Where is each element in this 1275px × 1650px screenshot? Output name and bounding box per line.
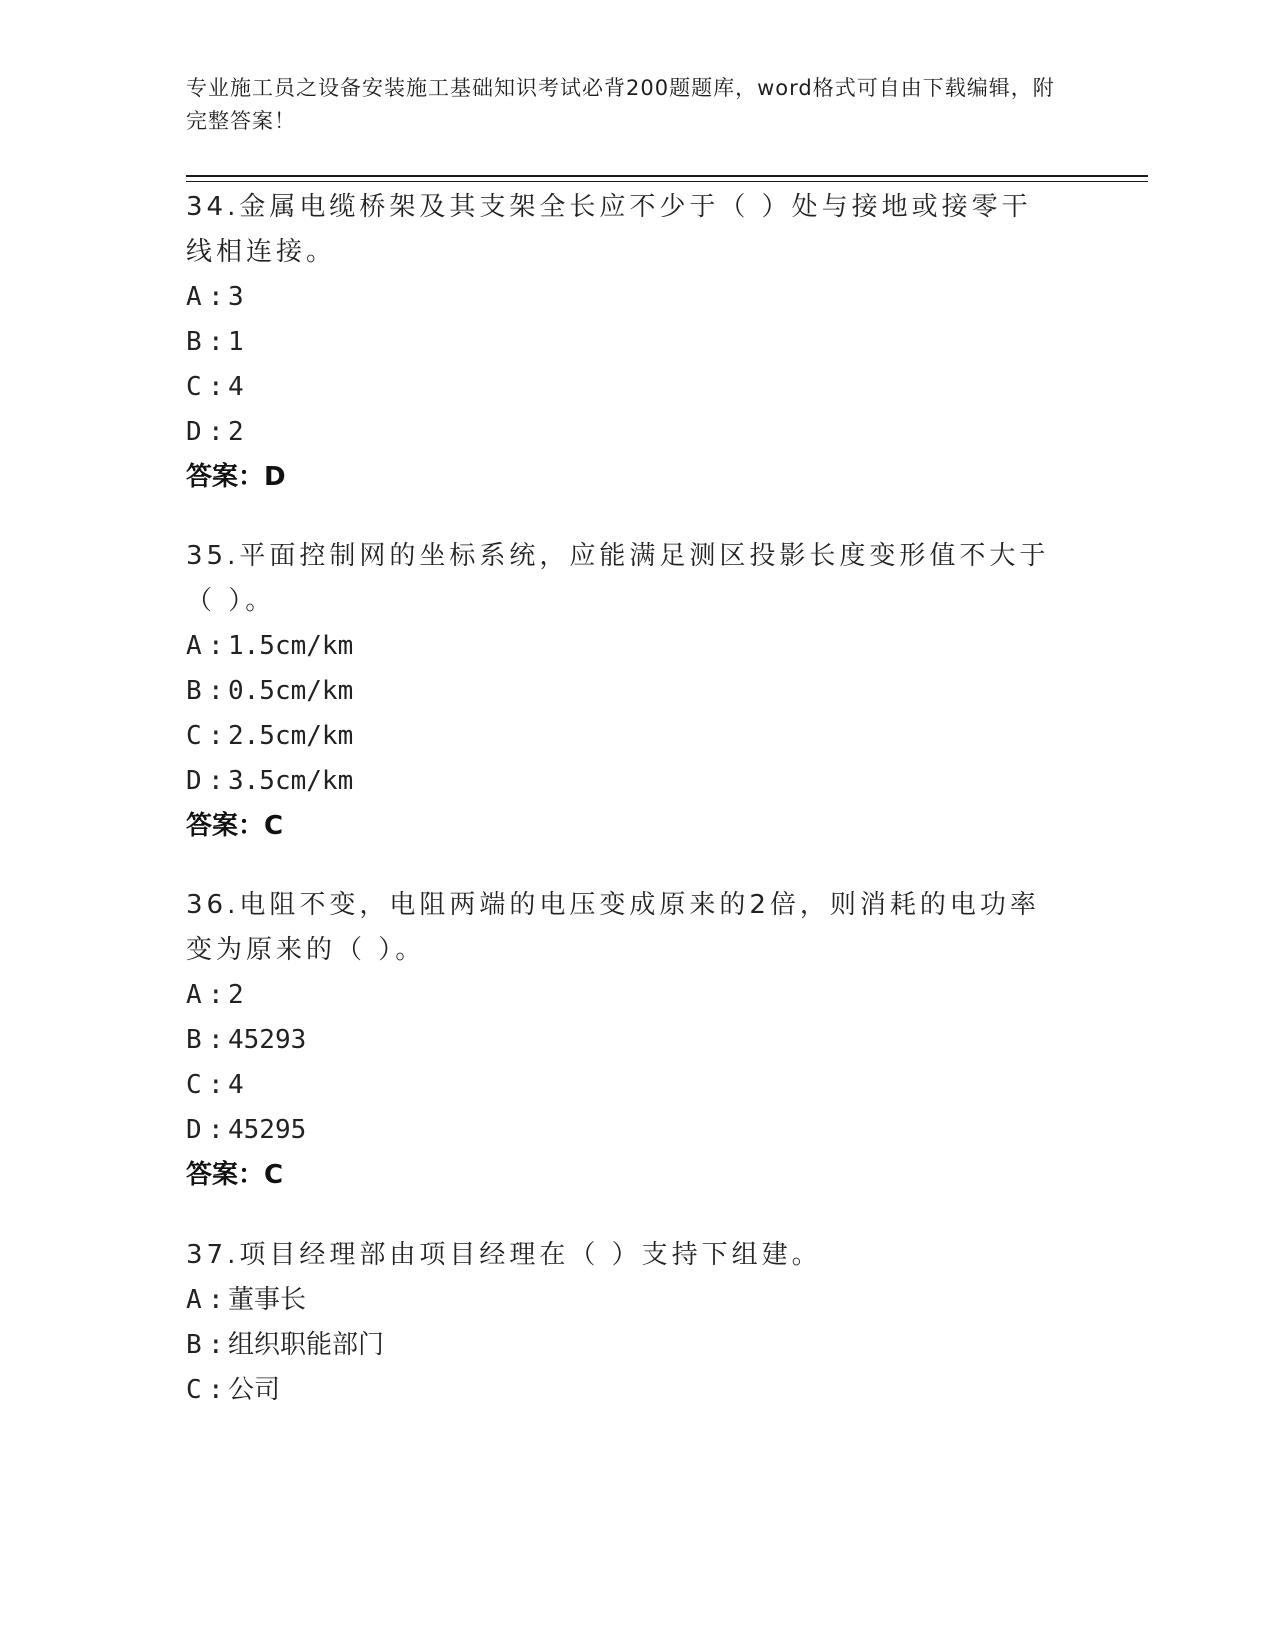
option-letter: B <box>186 676 202 706</box>
option-letter: C <box>186 1375 202 1405</box>
option-letter: B <box>186 1025 202 1055</box>
option-d: D : 3.5cm/km <box>186 759 1086 804</box>
option-c: C : 4 <box>186 365 1086 410</box>
option-b: B : 组织职能部门 <box>186 1323 1086 1368</box>
option-letter: D <box>186 1115 202 1145</box>
option-letter: A <box>186 282 202 312</box>
option-d: D : 2 <box>186 410 1086 455</box>
option-letter: B <box>186 327 202 357</box>
option-value: 0.5cm/km <box>228 676 354 706</box>
option-letter: A <box>186 631 202 661</box>
option-b: B : 0.5cm/km <box>186 669 1086 714</box>
option-c: C : 4 <box>186 1063 1086 1108</box>
option-letter: A <box>186 1285 202 1315</box>
option-value: 2 <box>228 417 244 447</box>
option-letter: A <box>186 980 202 1010</box>
option-value: 3 <box>228 282 244 312</box>
option-value: 2 <box>228 980 244 1010</box>
option-value: 4 <box>228 372 244 402</box>
option-value: 1.5cm/km <box>228 631 354 661</box>
answer-label: 答案：C <box>186 811 284 841</box>
header-divider-thin <box>186 181 1148 182</box>
option-a: A : 2 <box>186 973 1086 1018</box>
option-value: 45295 <box>228 1115 307 1145</box>
answer-label: 答案：C <box>186 1160 284 1190</box>
answer-label: 答案：D <box>186 462 286 492</box>
option-letter: D <box>186 417 202 447</box>
option-letter: C <box>186 721 202 751</box>
option-value: 3.5cm/km <box>228 766 354 796</box>
option-a: A : 3 <box>186 275 1086 320</box>
option-d: D : 45295 <box>186 1108 1086 1153</box>
option-b: B : 1 <box>186 320 1086 365</box>
question-text: 34.金属电缆桥架及其支架全长应不少于（ ）处与接地或接零干线相连接。 <box>186 192 1032 267</box>
option-c: C : 2.5cm/km <box>186 714 1086 759</box>
option-b: B : 45293 <box>186 1018 1086 1063</box>
question-text: 37.项目经理部由项目经理在（ ）支持下组建。 <box>186 1240 822 1270</box>
option-letter: C <box>186 372 202 402</box>
option-value: 2.5cm/km <box>228 721 354 751</box>
question-36 <box>186 883 1086 1198</box>
question-text: 36.电阻不变，电阻两端的电压变成原来的2倍，则消耗的电功率变为原来的（ ）。 <box>186 890 1040 965</box>
option-value: 组织职能部门 <box>228 1330 385 1360</box>
option-letter: C <box>186 1070 202 1100</box>
option-letter: D <box>186 766 202 796</box>
option-value: 45293 <box>228 1025 307 1055</box>
header-divider-thick <box>186 175 1148 177</box>
question-text: 35.平面控制网的坐标系统，应能满足测区投影长度变形值不大于（ ）。 <box>186 541 1050 616</box>
option-a: A : 1.5cm/km <box>186 624 1086 669</box>
question-34 <box>186 185 1086 500</box>
question-35 <box>186 534 1086 849</box>
question-37 <box>186 1233 1086 1413</box>
option-a: A : 董事长 <box>186 1278 1086 1323</box>
option-letter: B <box>186 1330 202 1360</box>
option-value: 4 <box>228 1070 244 1100</box>
option-value: 董事长 <box>228 1285 307 1315</box>
option-value: 公司 <box>228 1375 281 1405</box>
option-c: C : 公司 <box>186 1368 1086 1413</box>
option-value: 1 <box>228 327 244 357</box>
document-header: 专业施工员之设备安装施工基础知识考试必背200题题库，word格式可自由下载编辑，附完整答案！ <box>186 76 1055 133</box>
